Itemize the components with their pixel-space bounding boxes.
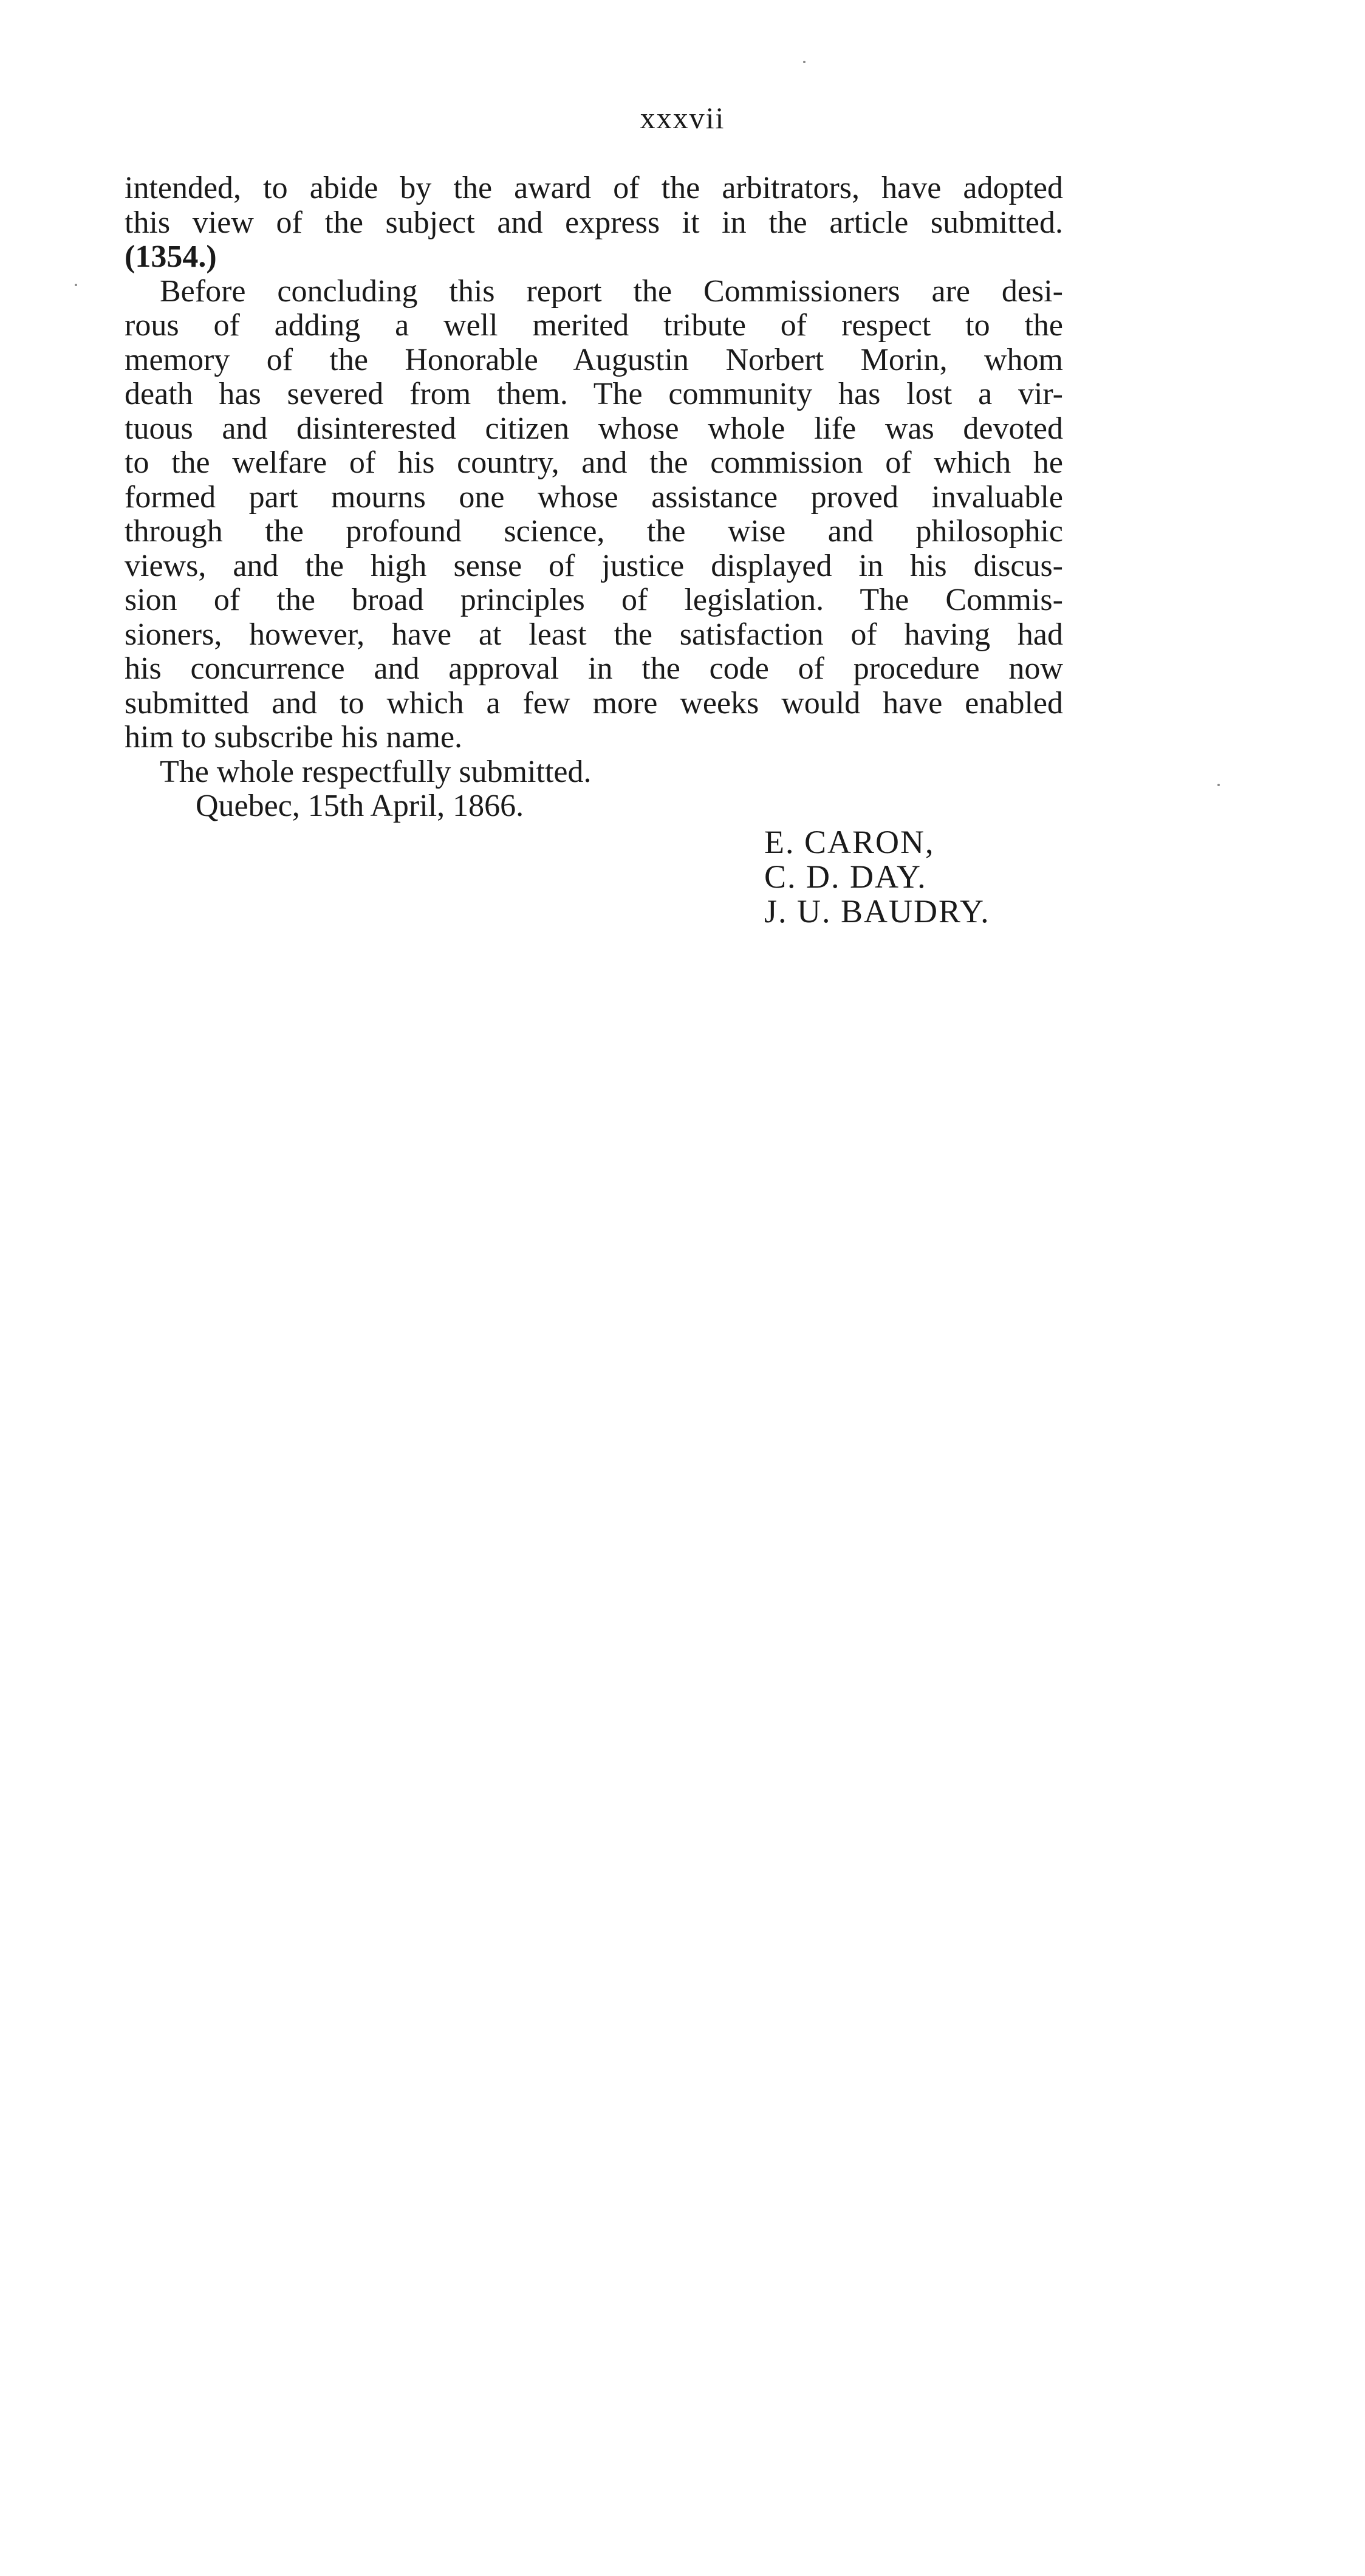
text-line: his concurrence and approval in the code of procedure now xyxy=(125,651,1063,686)
text-line: through the profound science, the wise and philosophic xyxy=(125,514,1063,549)
closing-line: The whole respectfully submitted. xyxy=(160,754,592,789)
text-line: rous of adding a well merited tribute of respect to the xyxy=(125,308,1063,343)
text-line: formed part mourns one whose assistance proved invaluable xyxy=(125,479,1063,515)
body-text xyxy=(125,171,1063,824)
text-line: Before concluding this report the Commissioners are desi- xyxy=(160,273,1063,309)
signatory-name: C. D. DAY. xyxy=(764,858,927,895)
text-line: views, and the high sense of justice displayed in his discus- xyxy=(125,548,1063,583)
paper-speck xyxy=(803,61,806,63)
text-line: tuous and disinterested citizen whose whole life was devoted xyxy=(125,411,1063,446)
text-line: death has severed from them. The community has lost a vir- xyxy=(125,377,1063,411)
text-line: submitted and to which a few more weeks would have enabled xyxy=(125,685,1063,721)
page-number: xxxvii xyxy=(640,101,725,135)
text-line: sion of the broad principles of legislation. The Commis- xyxy=(125,583,1063,617)
text-line: this view of the subject and express it in the article submitted. xyxy=(125,205,1063,240)
dateline: Quebec, 15th April, 1866. xyxy=(196,789,524,823)
article-reference: (1354.) xyxy=(125,239,217,274)
text-line: to the welfare of his country, and the commission of which he xyxy=(125,445,1063,480)
signatory-name: E. CARON, xyxy=(764,824,935,860)
text-line: sioners, however, have at least the satisfaction of having had xyxy=(125,617,1063,652)
signatory-name: J. U. BAUDRY. xyxy=(764,893,990,930)
text-line: intended, to abide by the award of the arbitrators, have adopted xyxy=(125,171,1063,205)
paper-speck xyxy=(1217,784,1220,786)
signature-block xyxy=(764,825,990,929)
text-line: memory of the Honorable Augustin Norbert Morin, whom xyxy=(125,342,1063,377)
text-line: him to subscribe his name. xyxy=(125,720,463,755)
paper-speck xyxy=(75,284,77,286)
